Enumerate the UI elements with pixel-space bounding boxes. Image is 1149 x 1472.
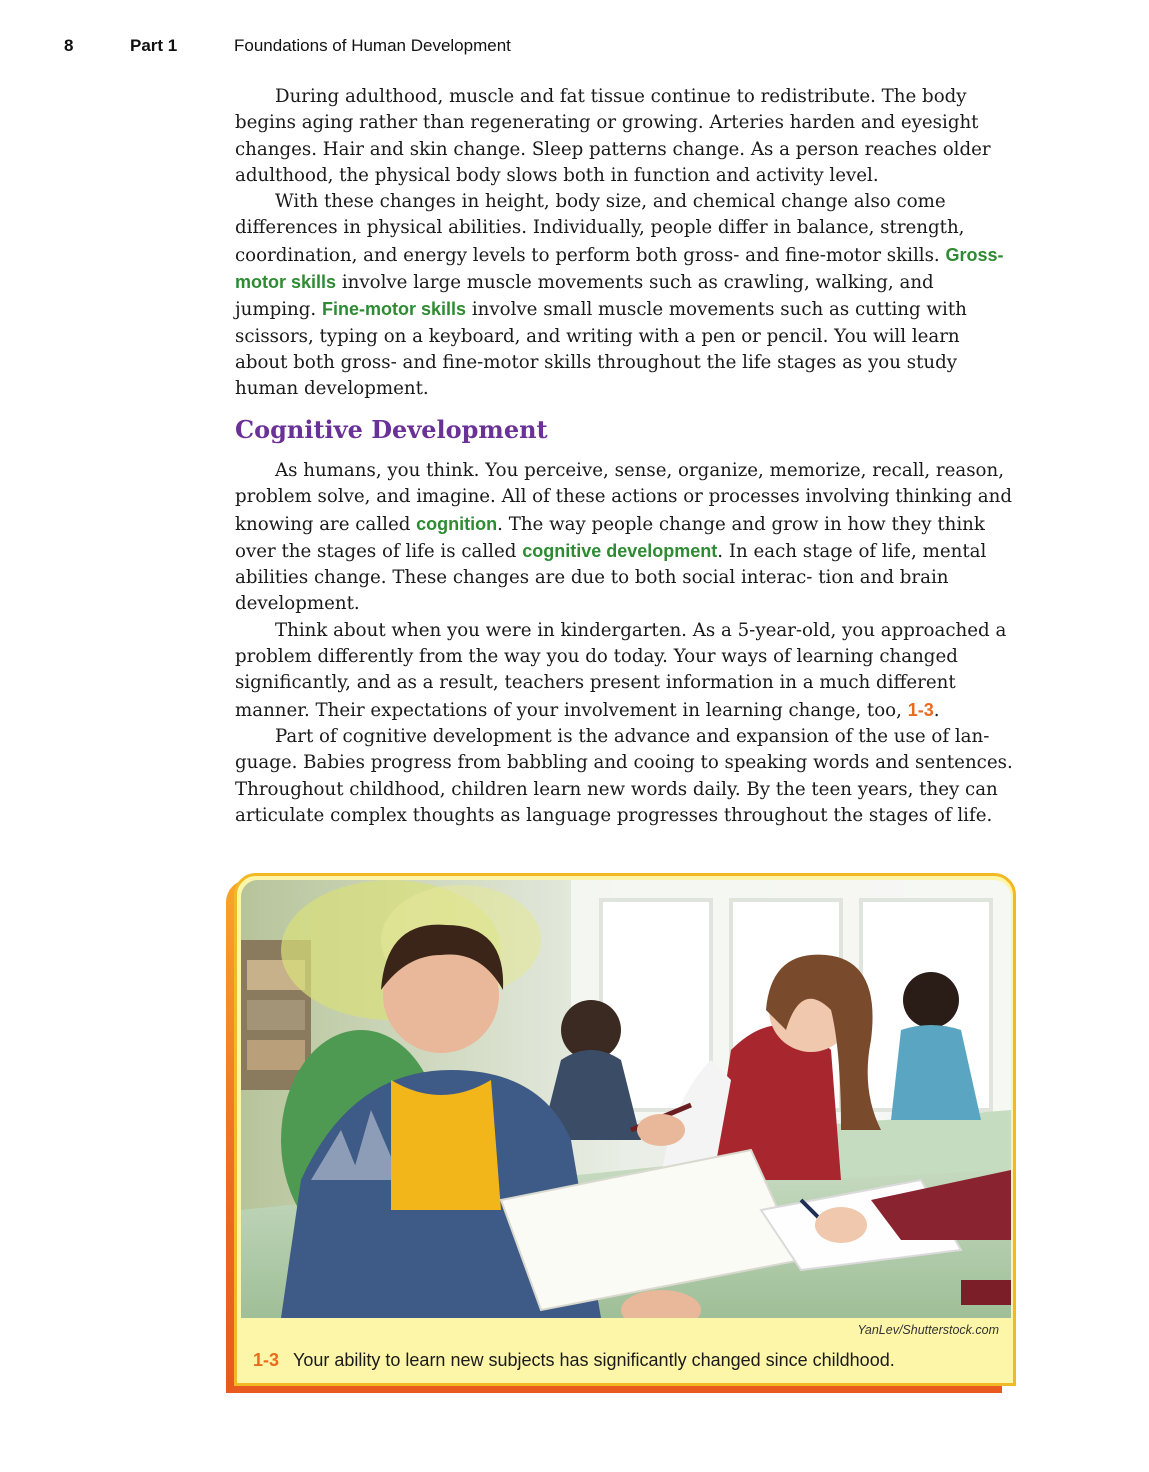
keyword-cognitive-development: cognitive development — [522, 540, 718, 561]
paragraph: As humans, you think. You perceive, sense, organize, memorize, recall, reason, problem solve, and imagine. All of these actions or processes involving thinking and knowing are called cognition. The way people change and grow in how they think over the stages of life is called cognitive development. In each stage of life, mental abilities change. These changes are due to both social interac- tion and brain development. — [235, 460, 1012, 615]
classroom-photo — [241, 880, 1011, 1318]
paragraph: With these changes in height, body size, and chemical change also come differences in physical abilities. Individually, people differ in balance, strength, coordination, and energy levels to perform both gross- and fine-motor skills. Gross-motor skills involve large muscle movements such as crawling, walking, and jumping. Fine-motor skills involve small muscle movements such as cutting with scissors, typing on a keyboard, and writing with a pen or pencil. You will learn about both gross- and fine-motor skills throughout the life stages as you study human development. — [235, 191, 1004, 400]
keyword-gross-motor-skills: Gross-motor skills — [235, 244, 1004, 293]
figure-reference[interactable]: 1-3 — [907, 699, 934, 720]
paragraph: Part of cognitive development is the advance and expansion of the use of lan- guage. Babies progress from babbling and cooing to speaking words and sentences. Throughout childhood, children learn new words daily. By the teen years, they can articulate complex thoughts as language progresses throughout the stages of life. — [235, 725, 1013, 826]
figure-caption — [253, 1350, 895, 1371]
chapter-title: Foundations of Human Development — [234, 36, 511, 55]
page-number: 8 — [64, 36, 74, 55]
cognitive-development-text — [235, 458, 1013, 829]
photo-credit: YanLev/Shutterstock.com — [857, 1323, 999, 1337]
keyword-cognition: cognition — [416, 513, 498, 534]
paragraph: During adulthood, muscle and fat tissue continue to redistribute. The body begins aging rather than regenerating or growing. Arteries harden and eyesight changes. Hair and skin change. Sleep patterns change. As a person reaches older adulthood, the physical body slows both in function and activity level. — [235, 86, 991, 186]
paragraph: Think about when you were in kindergarten. As a 5-year-old, you approached a problem differently from the way you do today. Your ways of learning changed significantly, and as a result, teachers present information in a much different manner. Their expectations of your involvement in learning change, too, 1-3. — [235, 619, 1007, 721]
students-writing-illustration — [241, 880, 1011, 1318]
section-heading: Cognitive Development — [235, 415, 548, 444]
figure-1-3 — [234, 873, 1016, 1386]
part-label: Part 1 — [130, 36, 178, 55]
physical-development-text — [235, 84, 1013, 403]
keyword-fine-motor-skills: Fine-motor skills — [322, 299, 467, 320]
caption-text: Your ability to learn new subjects has significantly changed since childhood. — [293, 1350, 895, 1370]
figure-number: 1-3 — [253, 1350, 280, 1370]
